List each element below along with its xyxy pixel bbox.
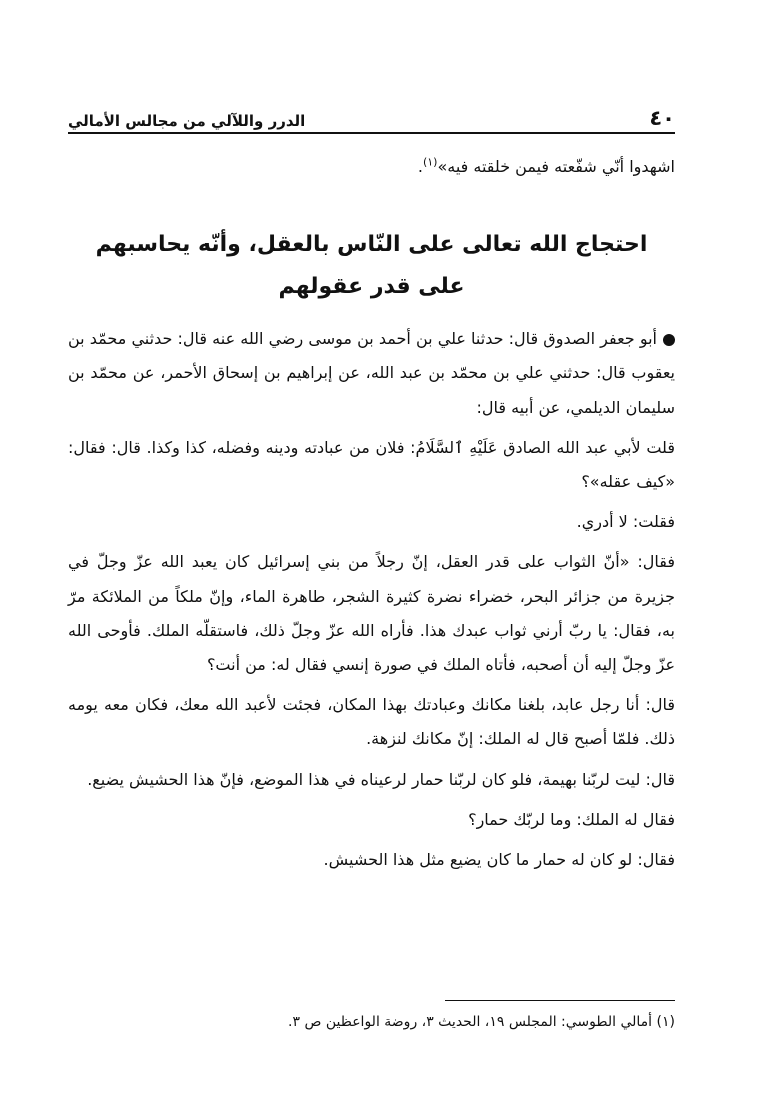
paragraph-2: فقلت: لا أدري.	[576, 512, 675, 532]
paragraph-5: قال: ليت لربّنا بهيمة، فلو كان لربّنا حمار لرعيناه في هذا الموضع، فإنّ هذا الحشيش يضيع.	[87, 769, 675, 789]
paragraph-7: فقال: لو كان له حمار ما كان يضيع مثل هذا الحشيش.	[323, 850, 675, 870]
running-title: الدرر واللآلي من مجالس الأمالي	[68, 112, 306, 130]
opening-text: اشهدوا أنّي شفّعته فيمن خلقته فيه»	[437, 157, 675, 176]
footnote-1	[68, 1010, 675, 1034]
section-heading	[68, 224, 675, 308]
isnad-paragraph	[68, 322, 675, 425]
book-page	[68, 0, 675, 1120]
footnote-ref-1[interactable]: (١)	[422, 155, 438, 169]
bullet-icon	[663, 334, 675, 346]
isnad-text: أبو جعفر الصدوق قال: حدثنا علي بن أحمد بن موسى رضي الله عنه قال: حدثني محمّد بن يعقوب قال: حدثني علي بن محمّد بن عبد الله، عن إبراهيم بن إسحاق الأحمر، عن محمّد بن سليمان الديلمي، عن أبيه قال:	[68, 329, 675, 417]
paragraph-1: قلت لأبي عبد الله الصادق عَلَيْهِ ٱلسَّلَامُ: فلان من عبادته ودينه وفضله، كذا وكذا. قال: فقال: «كيف عقله»؟	[68, 437, 675, 492]
paragraph-3: فقال: «أنّ الثواب على قدر العقل، إنّ رجلاً من بني إسرائيل كان يعبد الله عزّ وجلّ في جزيرة من جزائر البحر، خضراء نضرة كثيرة الشجر، طاهرة الماء، وإنّ ملكاً من الملائكة مرّ به، فقال: يا ربّ أرني ثواب عبدك هذا. فأراه الله عزّ وجلّ ذلك، فاستقلّه الملك. فأوحى الله عزّ وجلّ إليه أن أصحبه، فأتاه الملك في صورة إنسي فقال له: من أنت؟	[68, 552, 675, 675]
opening-end: .	[417, 157, 423, 176]
footnote-rule	[445, 1000, 675, 1001]
page-number: ٤٠	[649, 106, 675, 130]
main-text	[68, 150, 675, 877]
paragraph-4: قال: أنا رجل عابد، بلغنا مكانك وعبادتك بهذا المكان، فجئت لأعبد الله معك، فكان معه يومه ذلك. فلمّا أصبح قال له الملك: إنّ مكانك لنزهة.	[68, 695, 675, 749]
footnote-text: أمالي الطوسي: المجلس ١٩، الحديث ٣، روضة الواعظين ص ٣.	[288, 1014, 653, 1030]
opening-line	[68, 150, 675, 184]
heading-line-2: على قدر عقولهم	[278, 274, 465, 300]
heading-line-1: احتجاج الله تعالى على النّاس بالعقل، وأنّه يحاسبهم	[95, 232, 648, 258]
header-rule	[68, 132, 675, 134]
footnote-marker: (١)	[656, 1014, 675, 1030]
paragraph-6: فقال له الملك: وما لربّك حمار؟	[468, 809, 675, 829]
page-header	[68, 96, 675, 130]
